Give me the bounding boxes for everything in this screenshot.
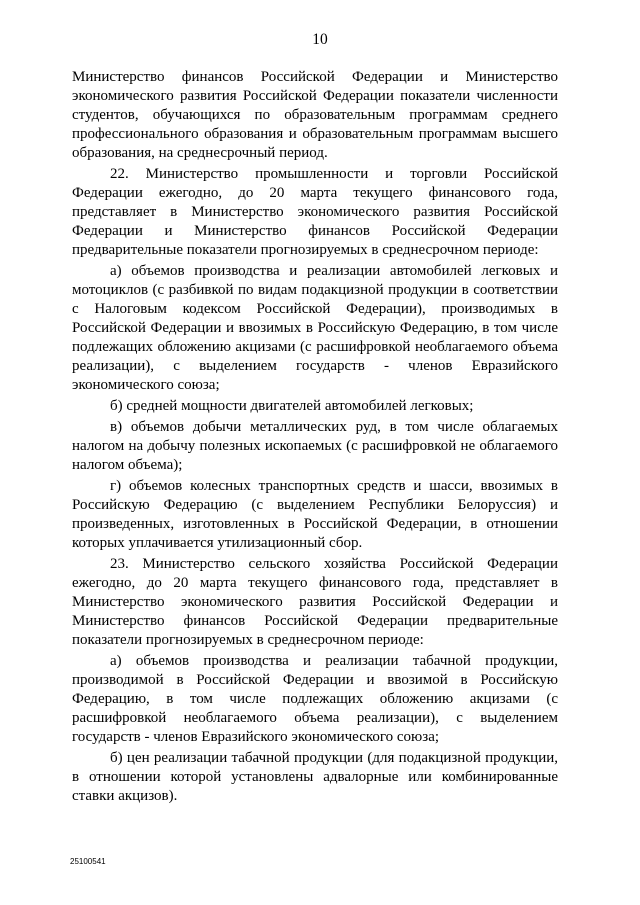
paragraph-continuation: Министерство финансов Российской Федерации и Министерство экономического развития Российской Федерации показатели численности студентов, обучающихся по образовательным программам среднего профессионального образования и образовательным программам высшего образования, на среднесрочный период. [72, 69, 558, 161]
paragraph-item-22-b: б) средней мощности двигателей автомобилей легковых; [110, 398, 474, 414]
paragraph-item-23-a: а) объемов производства и реализации табачной продукции, производимой в Российской Федерации и ввозимой в Российскую Федерацию, в том числе подлежащих обложению акцизами (с расшифровкой необлагаемого объема реализации), с выделением государств - членов Евразийского экономического союза; [72, 653, 558, 745]
paragraph-item-22-g: г) объемов колесных транспортных средств и шасси, ввозимых в Российскую Федерацию (с выделением Республики Белоруссия) и произведенных, изготовленных в Российской Федерации, в отношении которых уплачивается утилизационный сбор. [72, 478, 558, 551]
document-footer-code: 25100541 [70, 857, 106, 866]
paragraph-item-22: 22. Министерство промышленности и торговли Российской Федерации ежегодно, до 20 марта текущего финансового года, представляет в Министерство экономического развития Российской Федерации и Министерство финансов Российской Федерации предварительные показатели прогнозируемых в среднесрочном периоде: [72, 166, 558, 258]
document-body [72, 68, 558, 808]
paragraph-item-23: 23. Министерство сельского хозяйства Российской Федерации ежегодно, до 20 марта текущего финансового года, представляет в Министерство экономического развития Российской Федерации и Министерство финансов Российской Федерации предварительные показатели прогнозируемых в среднесрочном периоде: [72, 556, 558, 648]
page-number: 10 [312, 31, 328, 48]
paragraph-item-22-v: в) объемов добычи металлических руд, в том числе облагаемых налогом на добычу полезных ископаемых (с расшифровкой не облагаемого налогом объема); [72, 419, 558, 473]
paragraph-item-22-a: а) объемов производства и реализации автомобилей легковых и мотоциклов (с разбивкой по видам подакцизной продукции в соответствии с Налоговым кодексом Российской Федерации), производимых в Российской Федерации и ввозимых в Российскую Федерацию, в том числе подлежащих обложению акцизами (с расшифровкой необлагаемого объема реализации), с выделением государств - членов Евразийского экономического союза; [72, 263, 558, 393]
paragraph-item-23-b: б) цен реализации табачной продукции (для подакцизной продукции, в отношении которой установлены адвалорные или комбинированные ставки акцизов). [72, 750, 558, 804]
